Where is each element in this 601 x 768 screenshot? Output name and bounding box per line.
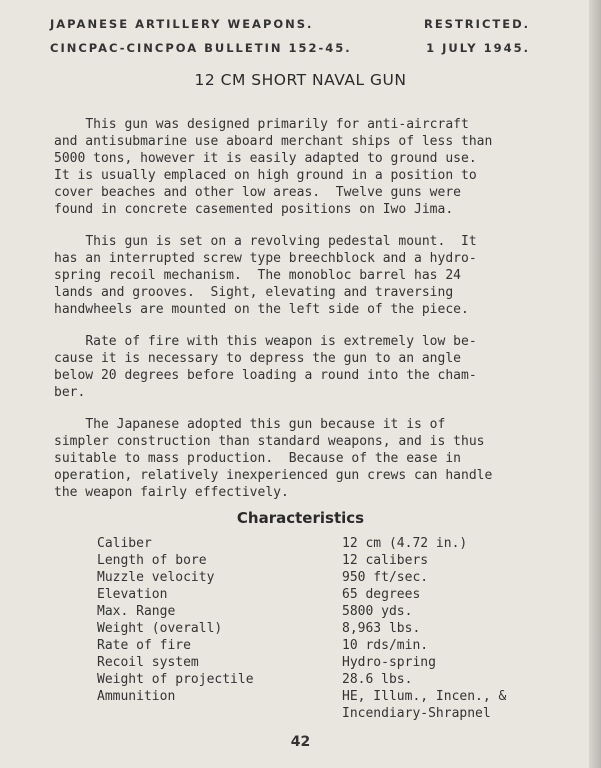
spec-label: Muzzle velocity — [97, 570, 215, 585]
header-row-1 — [50, 12, 530, 36]
paragraph-3: Rate of fire with this weapon is extremely low be- cause it is necessary to depress the gun to an angle below 20 degrees before loading a round into the cham- ber. — [54, 334, 477, 400]
spec-value: 12 calibers — [342, 553, 429, 568]
spec-value: HE, Illum., Incen., & Incendiary-Shrapnel — [342, 689, 507, 721]
paragraph-4: The Japanese adopted this gun because it is of simpler construction than standard weapons, and is thus suitable to mass production. Because of the ease in operation, relatively inexperienced gun crews can handle the weapon fairly effectively. — [54, 417, 493, 500]
spec-label: Weight (overall) — [97, 621, 223, 636]
spec-label: Max. Range — [97, 604, 176, 619]
spec-value: Hydro-spring — [342, 655, 436, 670]
spec-row — [97, 603, 542, 620]
spec-label: Caliber — [97, 536, 152, 551]
spec-label: Ammunition — [97, 689, 176, 704]
paragraph-2: This gun is set on a revolving pedestal mount. It has an interrupted screw type breechblock and a hydro- spring recoil mechanism. The monobloc barrel has 24 lands and grooves. Sight, elevating and traversing handwheels are mounted on the left side of the piece. — [54, 234, 477, 317]
header-row-2 — [50, 36, 530, 60]
spec-value: 10 rds/min. — [342, 638, 429, 653]
spec-label: Weight of projectile — [97, 672, 254, 687]
page-title: 12 CM SHORT NAVAL GUN — [194, 71, 407, 89]
spec-label: Rate of fire — [97, 638, 191, 653]
spec-label: Recoil system — [97, 655, 199, 670]
characteristics-table — [97, 535, 542, 722]
spec-value: 8,963 lbs. — [342, 621, 421, 636]
spec-label: Length of bore — [97, 553, 207, 568]
spec-row — [97, 552, 542, 569]
document-date: 1 JULY 1945. — [426, 41, 530, 55]
spec-row — [97, 569, 542, 586]
page-number: 42 — [290, 734, 311, 750]
spec-row — [97, 535, 542, 552]
spec-row — [97, 688, 542, 722]
spec-value: 5800 yds. — [342, 604, 413, 619]
bulletin-reference: CINCPAC-CINCPOA BULLETIN 152-45. — [50, 41, 352, 55]
spec-row — [97, 654, 542, 671]
spec-row — [97, 586, 542, 603]
header-series-title: JAPANESE ARTILLERY WEAPONS. — [50, 17, 314, 31]
spec-row — [97, 620, 542, 637]
spec-value: 65 degrees — [342, 587, 421, 602]
characteristics-heading: Characteristics — [236, 509, 365, 527]
spec-value: 28.6 lbs. — [342, 672, 413, 687]
spec-row — [97, 671, 542, 688]
paragraph-1: This gun was designed primarily for anti-aircraft and antisubmarine use aboard merchant ships of less than 5000 tons, however it is easily adapted to ground use. It is usually emplaced on high ground in a position to cover beaches and other low areas. Twelve guns were found in concrete casemented positions on Iwo Jima. — [54, 117, 493, 217]
spec-label: Elevation — [97, 587, 168, 602]
spec-value: 12 cm (4.72 in.) — [342, 536, 468, 551]
spec-row — [97, 637, 542, 654]
spec-value: 950 ft/sec. — [342, 570, 429, 585]
classification-marking: RESTRICTED. — [423, 17, 530, 31]
document-header — [50, 12, 530, 60]
page-edge — [589, 0, 601, 768]
